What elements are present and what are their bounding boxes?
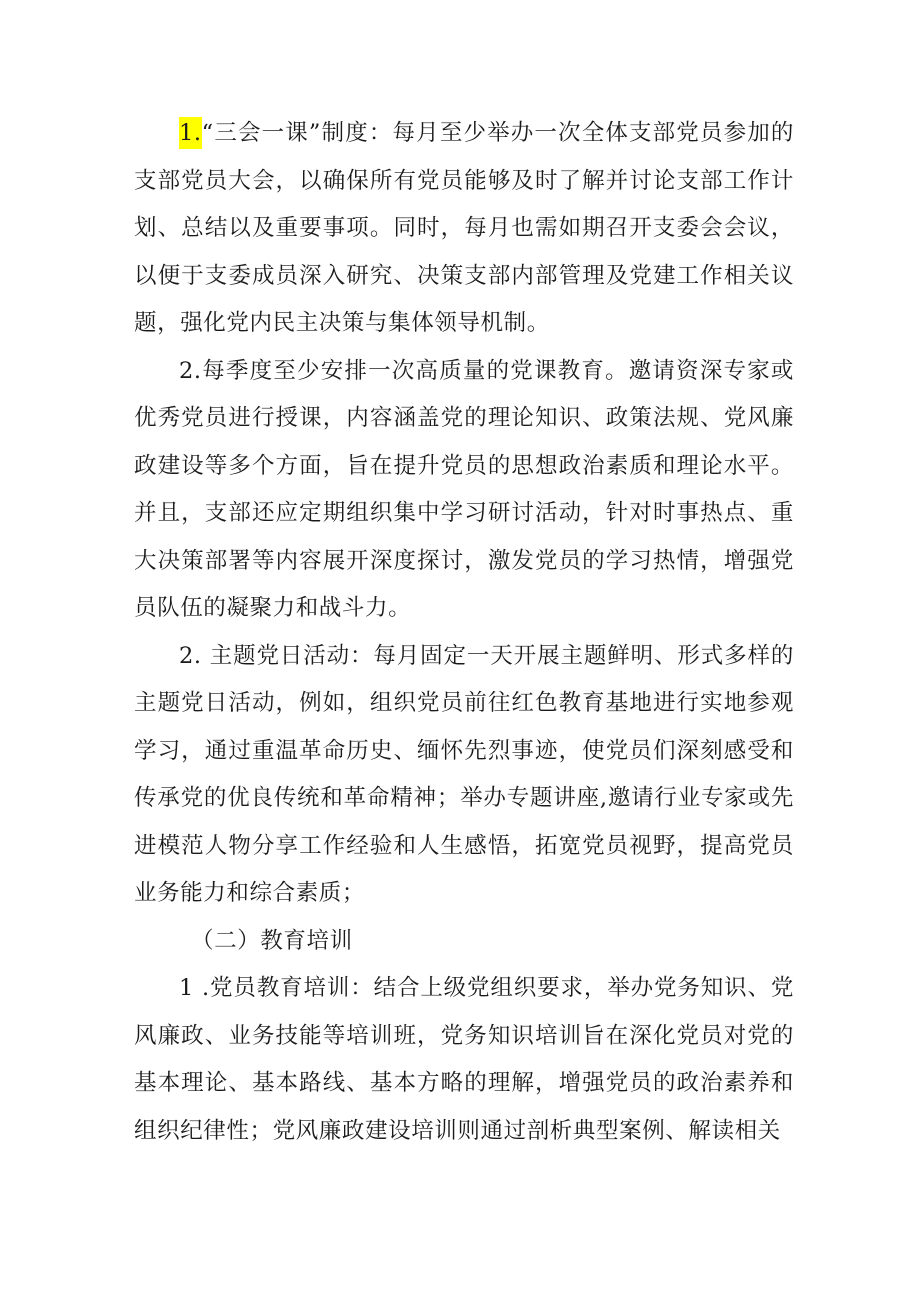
section-heading: （二）教育培训: [191, 927, 353, 954]
paragraph-three-meetings: [134, 110, 794, 348]
highlighted-number: 1.: [179, 117, 202, 149]
paragraph-education-training: 1 .党员教育培训：结合上级党组织要求，举办党务知识、党风廉政、业务技能等培训班，党务知识培训旨在深化党员对党的基本理论、基本路线、基本方略的理解，增强党员的政治素养和组织纪律性；党风廉政建设培训则通过剖析典型案例、解读相关: [134, 975, 794, 1144]
document-body: [134, 110, 794, 1155]
paragraph-text: “三会一课”制度：每月至少举办一次全体支部党员参加的支部党员大会，以确保所有党员能够及时了解并讨论支部工作计划、总结以及重要事项。同时，每月也需如期召开支委会会议，以便于支委成员深入研究、决策支部内部管理及党建工作相关议题，强化党内民主决策与集体领导机制。: [134, 120, 794, 336]
paragraph-party-lecture: 2.每季度至少安排一次高质量的党课教育。邀请资深专家或优秀党员进行授课，内容涵盖党的理论知识、政策法规、党风廉政建设等多个方面，旨在提升党员的思想政治素质和理论水平。并且，支部还应定期组织集中学习研讨活动，针对时事热点、重大决策部署等内容展开深度探讨，激发党员的学习热情，增强党员队伍的凝聚力和战斗力。: [134, 357, 794, 621]
paragraph-theme-day: 2. 主题党日活动：每月固定一天开展主题鲜明、形式多样的主题党日活动，例如，组织党员前往红色教育基地进行实地参观学习，通过重温革命历史、缅怀先烈事迹，使党员们深刻感受和传承党的优良传统和革命精神；举办专题讲座,邀请行业专家或先进模范人物分享工作经验和人生感悟，拓宽党员视野，提高党员业务能力和综合素质；: [134, 642, 794, 906]
